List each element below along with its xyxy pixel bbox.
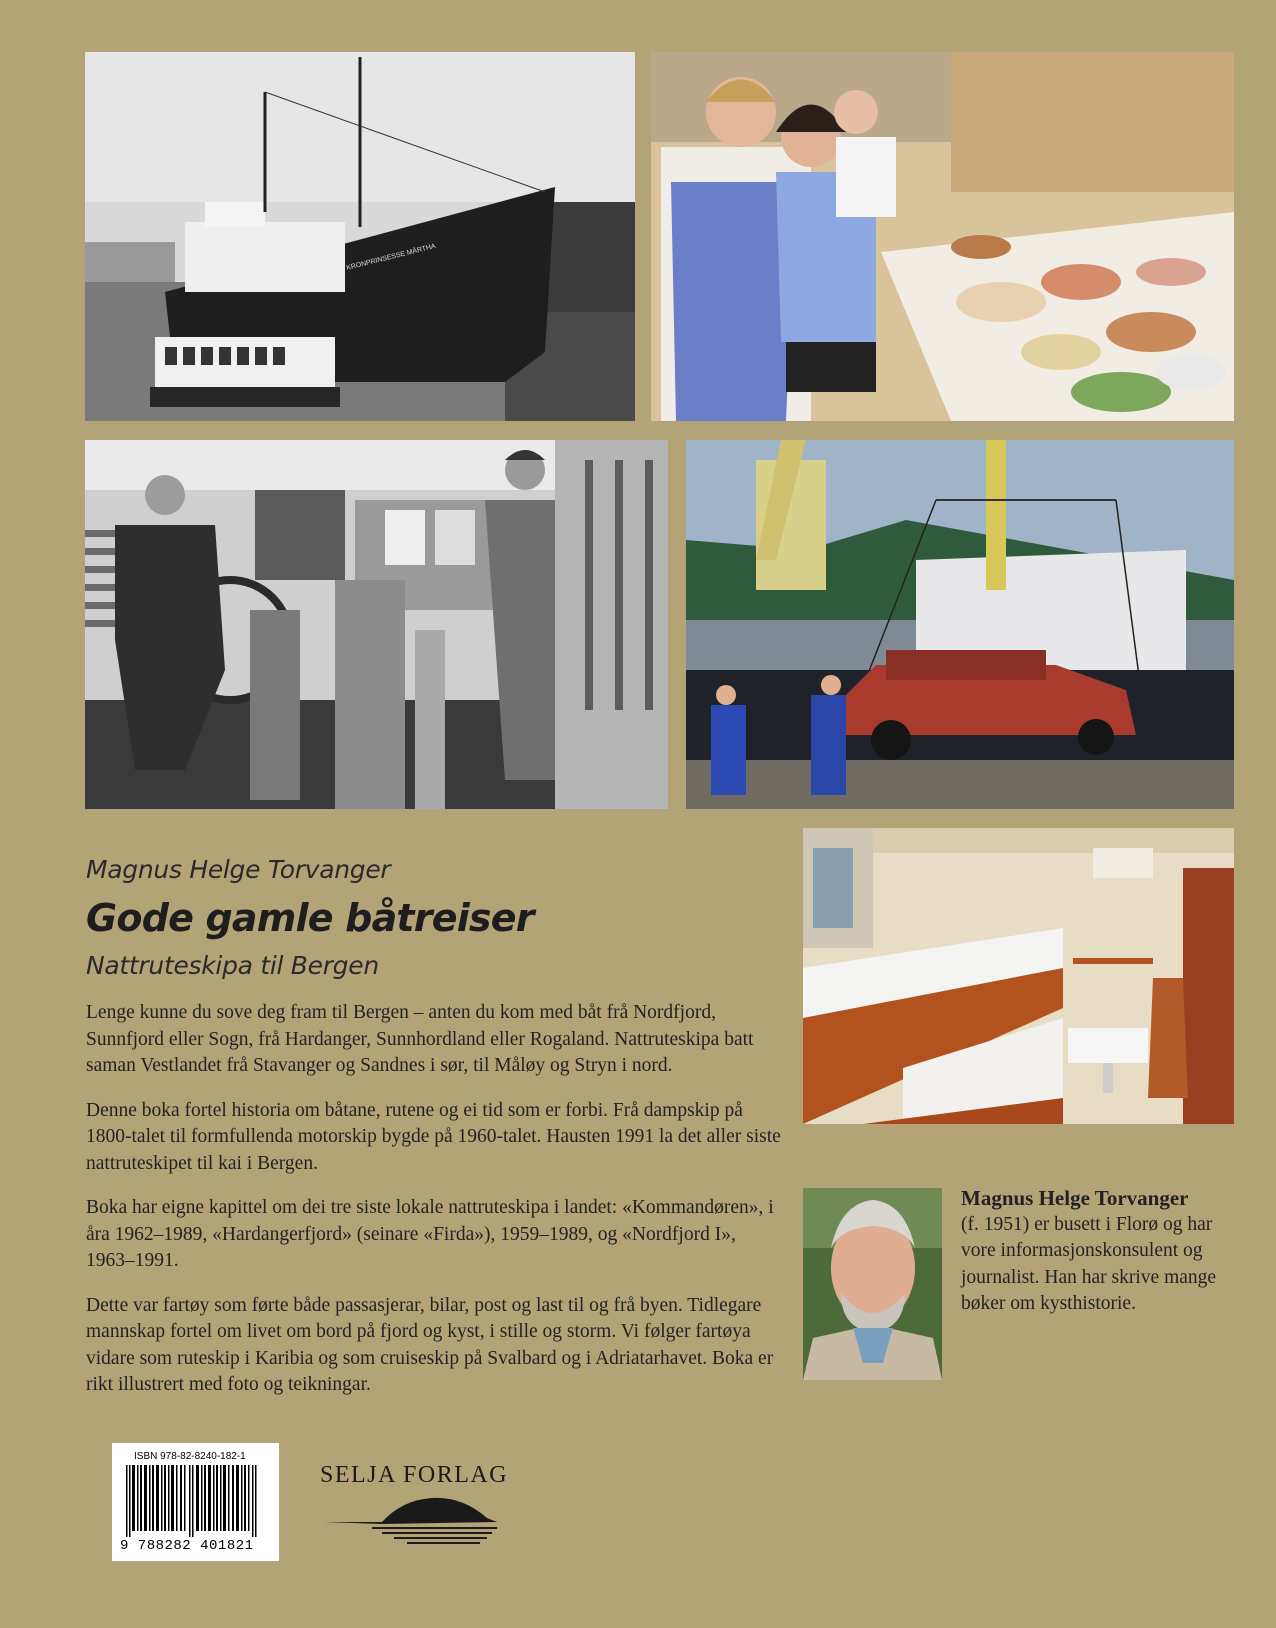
photo-car-loading bbox=[686, 440, 1234, 809]
publisher-name: SELJA FORLAG bbox=[320, 1462, 509, 1488]
bio-text: (f. 1951) er busett i Florø og har vore informasjonskonsulent og journalist. Han har skrive mange bøker om kysthistorie. bbox=[961, 1213, 1217, 1314]
book-subtitle: Nattruteskipa til Bergen bbox=[86, 951, 379, 980]
photo-cabin-bunks bbox=[803, 828, 1234, 1124]
author-name-heading: Magnus Helge Torvanger bbox=[86, 855, 391, 884]
blurb-paragraph: Boka har eigne kapittel om dei tre siste lokale nattruteskipa i landet: «Kommandøren», i åra 1962–1989, «Hardangerfjord» (seinare «Firda»), 1959–1989, og «Nordfjord I», 1963–1991. bbox=[86, 1197, 774, 1271]
photo-buffet-staff bbox=[651, 52, 1234, 421]
ship-name-label: KRONPRINSESSE MÄRTHA bbox=[345, 242, 437, 272]
book-title: Gode gamle båtreiser bbox=[86, 896, 534, 940]
isbn-label: ISBN 978-82-8240-182-1 bbox=[134, 1451, 246, 1462]
blurb-paragraph: Lenge kunne du sove deg fram til Bergen – anten du kom med båt frå Nordfjord, Sunnfjord eller Sogn, frå Hardanger, Sunnhordland eller Rogaland. Nattruteskipa batt saman Vestlandet frå Stavanger og Sandnes i sør, til Måløy og Stryn i nord. bbox=[86, 1002, 754, 1076]
photo-author-portrait bbox=[803, 1188, 942, 1380]
barcode-digits: 9 788282 401821 bbox=[120, 1538, 254, 1554]
blurb-paragraph: Denne boka fortel historia om båtane, rutene og ei tid som er forbi. Frå dampskip på 1800-talet til formfullenda motorskip bygde på 1960-talet. Hausten 1991 la det aller siste nattruteskipet til kai i Bergen. bbox=[86, 1099, 781, 1174]
photo-ship-kronprinsesse-martha bbox=[85, 52, 635, 421]
author-bio bbox=[961, 1185, 1241, 1318]
blurb-paragraph: Dette var fartøy som førte både passasjerar, bilar, post og last til og frå byen. Tidlegare mannskap fortel om livet om bord på fjord og kyst, i stille og storm. Vi følger fartøya vidare som ruteskip i Karibia og som cruiseskip på Svalbard og i Adriatarhavet. Boka er rikt illustrert med foto og teikningar. bbox=[86, 1294, 774, 1395]
publisher-logo-icon bbox=[322, 1490, 502, 1550]
bio-author-name: Magnus Helge Torvanger bbox=[961, 1186, 1189, 1210]
barcode-bars bbox=[126, 1465, 266, 1537]
photo-ship-bridge bbox=[85, 440, 668, 809]
isbn-barcode bbox=[112, 1443, 279, 1561]
blurb bbox=[86, 1000, 786, 1417]
